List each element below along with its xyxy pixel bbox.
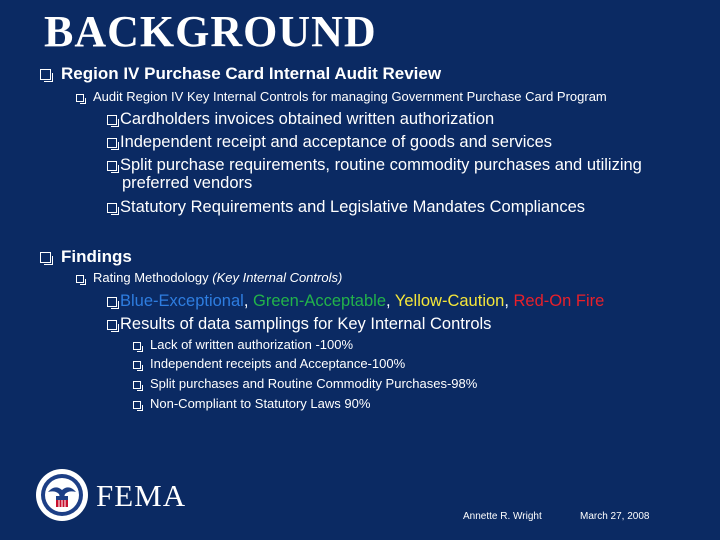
checkbox-bullet (133, 381, 141, 389)
audit-subheading (76, 89, 607, 104)
results-label (107, 315, 491, 334)
page-title: BACKGROUND (44, 7, 377, 56)
result-item-text: Independent receipts and Acceptance-100% (150, 356, 406, 371)
rating-green: Green-Acceptable (253, 292, 386, 310)
section-heading-text: Region IV Purchase Card Internal Audit Review (61, 64, 442, 83)
result-item-text: Lack of written authorization -100% (150, 337, 354, 352)
result-item (133, 337, 353, 352)
rating-yellow: Yellow-Caution (394, 292, 505, 310)
list-item (107, 110, 494, 129)
checkbox-bullet (107, 115, 117, 125)
list-item-continuation (122, 174, 252, 193)
list-item (107, 156, 642, 175)
list-item (107, 133, 552, 152)
checkbox-bullet (107, 203, 117, 213)
result-item-text: Split purchases and Routine Commodity Purchases-98% (150, 376, 478, 391)
audit-subheading-text: Audit Region IV Key Internal Controls for managing Government Purchase Card Program (93, 89, 607, 104)
section-heading-audit-review (40, 64, 441, 84)
rating-separator: , (386, 292, 395, 310)
checkbox-bullet (40, 69, 51, 80)
section-heading-findings (40, 247, 132, 267)
checkbox-bullet (107, 161, 117, 171)
rating-methodology-italic: (Key Internal Controls) (212, 270, 343, 285)
list-item-text: Statutory Requirements and Legislative Mandates Compliances (120, 198, 585, 216)
list-item-text: Cardholders invoices obtained written authorization (120, 110, 495, 128)
list-item (107, 198, 585, 217)
rating-legend (107, 292, 604, 311)
result-item (133, 396, 370, 411)
list-item-text: Independent receipt and acceptance of goods and services (120, 133, 553, 151)
footer-author: Annette R. Wright (463, 511, 542, 522)
footer-date: March 27, 2008 (580, 511, 650, 522)
dhs-seal-icon (35, 468, 89, 522)
checkbox-bullet (107, 320, 117, 330)
rating-separator: , (504, 292, 514, 310)
fema-logo: FEMA (96, 478, 187, 513)
result-item-text: Non-Compliant to Statutory Laws 90% (150, 396, 371, 411)
checkbox-bullet (40, 252, 51, 263)
rating-methodology-text: Rating Methodology (93, 270, 213, 285)
checkbox-bullet (76, 275, 84, 283)
result-item (133, 376, 477, 391)
result-item (133, 356, 405, 371)
checkbox-bullet (133, 342, 141, 350)
rating-blue: Blue-Exceptional (120, 292, 244, 310)
checkbox-bullet (133, 401, 141, 409)
checkbox-bullet (107, 138, 117, 148)
rating-separator: , (243, 292, 253, 310)
checkbox-bullet (76, 94, 84, 102)
section-heading-text: Findings (61, 247, 132, 266)
results-label-text: Results of data samplings for Key Internal Controls (120, 315, 492, 333)
rating-methodology (76, 270, 342, 285)
checkbox-bullet (107, 297, 117, 307)
checkbox-bullet (133, 361, 141, 369)
rating-red: Red-On Fire (513, 292, 605, 310)
list-item-text: preferred vendors (122, 174, 253, 192)
list-item-text: Split purchase requirements, routine commodity purchases and utilizing (120, 156, 642, 174)
